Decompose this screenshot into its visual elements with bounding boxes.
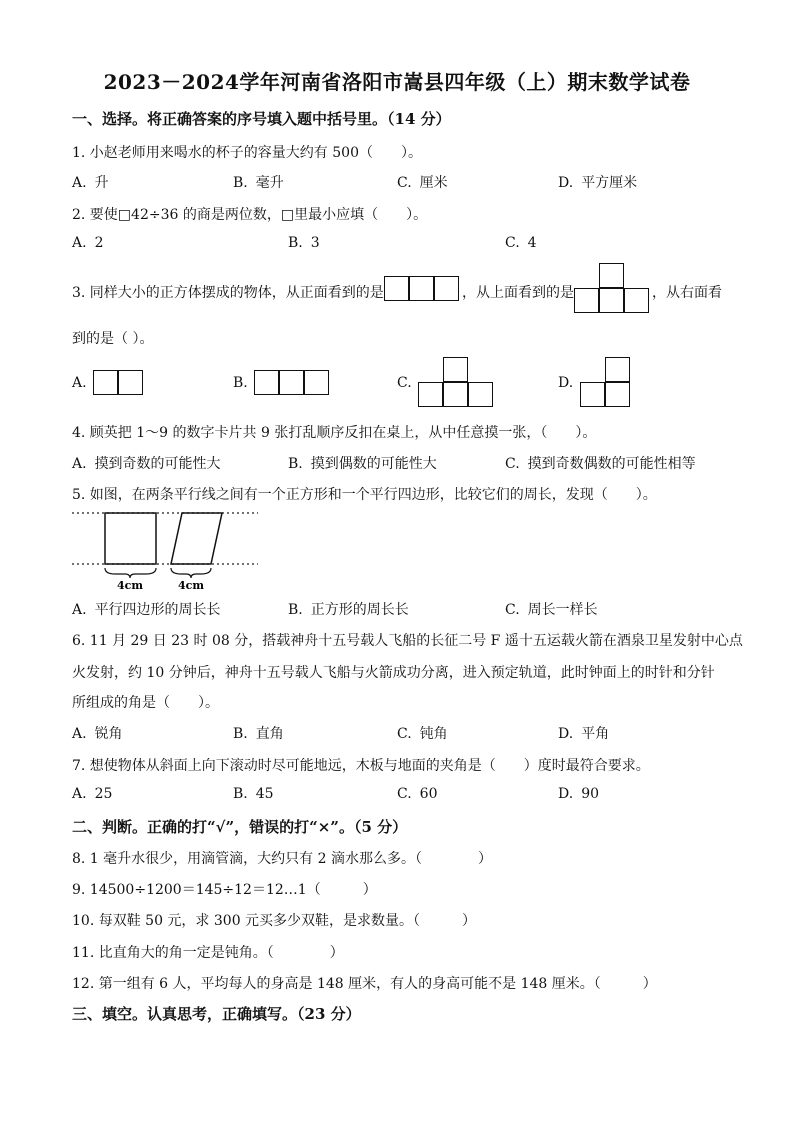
option-key: C. <box>397 175 412 191</box>
option-text: 摸到奇数的可能性大 <box>94 456 221 472</box>
question-3-part-a: 3. 同样大小的正方体摆成的物体，从正面看到的是 <box>72 285 384 301</box>
q7-option-a <box>72 786 112 802</box>
option-key: C. <box>505 235 520 251</box>
q3-option-d-key: D. <box>558 375 574 391</box>
parallelogram-shape <box>171 513 222 564</box>
q4-option-b <box>288 453 437 473</box>
cube-square <box>409 276 434 301</box>
question-11: 11. 比直角大的角一定是钝角。（ ） <box>72 945 344 961</box>
option-key: B. <box>233 786 248 802</box>
q3-option-c-key: C. <box>397 375 412 391</box>
option-key: A. <box>72 235 87 251</box>
question-3-part-b: ，从上面看到的是 <box>462 285 574 301</box>
option-key: B. <box>233 726 248 742</box>
q3-option-a-key: A. <box>72 375 87 391</box>
parallelogram-brace <box>171 568 211 578</box>
question-5: 5. 如图，在两条平行线之间有一个正方形和一个平行四边形，比较它们的周长，发现（ ）。 <box>72 487 657 503</box>
question-6-line-3: 所组成的角是（ ）。 <box>72 695 219 711</box>
cube-square <box>580 382 605 407</box>
question-3-part-d: 到的是（ ）。 <box>72 331 154 347</box>
option-key: C. <box>397 786 412 802</box>
q5-option-b <box>288 599 409 619</box>
option-key: B. <box>288 456 303 472</box>
cube-square <box>304 370 329 395</box>
cube-square <box>254 370 279 395</box>
question-3-part-c: ，从右面看 <box>652 285 722 301</box>
question-4: 4. 顾英把 1～9 的数字卡片共 9 张打乱顺序反扣在桌上，从中任意摸一张，（ ）。 <box>72 425 597 441</box>
q7-option-b <box>233 786 274 802</box>
option-key: A. <box>72 726 87 742</box>
question-6-line-1: 6. 11 月 29 日 23 时 08 分，搭载神舟十五号载人飞船的长征二号 F 遥十五运载火箭在酒泉卫星发射中心点 <box>72 633 743 649</box>
question-10: 10. 每双鞋 50 元，求 300 元买多少双鞋，是求数量。（ ） <box>72 913 477 929</box>
q5-option-c <box>505 599 598 619</box>
q2-option-a <box>72 235 103 251</box>
q5-option-a <box>72 599 221 619</box>
option-key: A. <box>72 786 87 802</box>
section-2-heading: 二、判断。正确的打“√”，错误的打“×”。（5 分） <box>72 818 408 836</box>
option-text: 平角 <box>581 726 610 742</box>
cube-square <box>93 370 118 395</box>
option-text: 2 <box>94 235 104 251</box>
q3-option-b-key: B. <box>233 375 248 391</box>
option-key: A. <box>72 175 87 191</box>
q4-option-a <box>72 453 221 473</box>
cube-square <box>624 288 649 313</box>
option-text: 45 <box>255 786 274 802</box>
option-text: 摸到偶数的可能性大 <box>310 456 437 472</box>
option-key: C. <box>397 726 412 742</box>
option-text: 60 <box>419 786 438 802</box>
question-6-line-2: 火发射，约 10 分钟后，神舟十五号载人飞船与火箭成功分离，进入预定轨道，此时钟面上的时针和分针 <box>72 665 715 681</box>
option-key: C. <box>505 456 520 472</box>
option-text: 厘米 <box>419 175 448 191</box>
q2-option-c <box>505 235 537 251</box>
q1-option-c <box>397 172 448 192</box>
q4-option-c <box>505 453 696 473</box>
q1-option-a <box>72 172 109 192</box>
option-text: 直角 <box>255 726 284 742</box>
square-brace <box>105 568 156 578</box>
cube-square <box>118 370 143 395</box>
question-9: 9. 14500÷1200＝145÷12＝12…1（ ） <box>72 882 377 898</box>
cube-square <box>599 263 624 288</box>
q2-option-b <box>288 235 320 251</box>
option-text: 90 <box>581 786 600 802</box>
option-key: B. <box>288 235 303 251</box>
square-length-label: 4cm <box>117 579 143 592</box>
option-text: 摸到奇数偶数的可能性相等 <box>527 456 696 472</box>
option-key: D. <box>558 786 574 802</box>
cube-square <box>443 357 468 382</box>
cube-square <box>574 288 599 313</box>
section-1-heading: 一、选择。将正确答案的序号填入题中括号里。（14 分） <box>72 110 451 128</box>
option-key: D. <box>558 726 574 742</box>
cube-square <box>605 357 630 382</box>
option-text: 4 <box>527 235 537 251</box>
q6-option-d <box>558 723 609 743</box>
q7-option-d <box>558 786 599 802</box>
cube-square <box>599 288 624 313</box>
option-key: D. <box>558 175 574 191</box>
question-2: 2. 要使□42÷36 的商是两位数，□里最小应填（ ）。 <box>72 207 428 223</box>
exam-title: 2023－2024学年河南省洛阳市嵩县四年级（上）期末数学试卷 <box>103 70 691 94</box>
option-text: 25 <box>94 786 113 802</box>
q6-option-a <box>72 723 123 743</box>
parallelogram-length-label: 4cm <box>178 579 204 592</box>
question-1: 1. 小赵老师用来喝水的杯子的容量大约有 500（ ）。 <box>72 145 422 161</box>
q7-option-c <box>397 786 438 802</box>
option-text: 平行四边形的周长长 <box>94 602 221 618</box>
option-text: 平方厘米 <box>581 175 638 191</box>
option-text: 毫升 <box>255 175 284 191</box>
cube-square <box>443 382 468 407</box>
option-key: C. <box>505 602 520 618</box>
q5-parallel-lines-figure <box>70 506 262 592</box>
option-key: B. <box>288 602 303 618</box>
cube-square <box>418 382 443 407</box>
option-key: A. <box>72 456 87 472</box>
option-text: 3 <box>310 235 320 251</box>
q1-option-b <box>233 172 284 192</box>
cube-square <box>434 276 459 301</box>
option-text: 锐角 <box>94 726 123 742</box>
option-text: 钝角 <box>419 726 448 742</box>
question-12: 12. 第一组有 6 人，平均每人的身高是 148 厘米，有人的身高可能不是 148 厘米。（ ） <box>72 976 657 992</box>
square-shape <box>105 513 156 564</box>
option-key: A. <box>72 602 87 618</box>
q6-option-c <box>397 723 448 743</box>
cube-square <box>279 370 304 395</box>
question-8: 8. 1 毫升水很少，用滴管滴，大约只有 2 滴水那么多。（ ） <box>72 851 492 867</box>
option-key: B. <box>233 175 248 191</box>
option-text: 周长一样长 <box>527 602 598 618</box>
cube-square <box>605 382 630 407</box>
q6-option-b <box>233 723 284 743</box>
option-text: 正方形的周长长 <box>310 602 409 618</box>
q1-option-d <box>558 172 637 192</box>
cube-square <box>468 382 493 407</box>
section-3-heading: 三、填空。认真思考，正确填写。（23 分） <box>72 1005 361 1023</box>
cube-square <box>384 276 409 301</box>
question-7: 7. 想使物体从斜面上向下滚动时尽可能地远，木板与地面的夹角是（ ）度时最符合要求。 <box>72 758 650 774</box>
option-text: 升 <box>94 175 109 191</box>
